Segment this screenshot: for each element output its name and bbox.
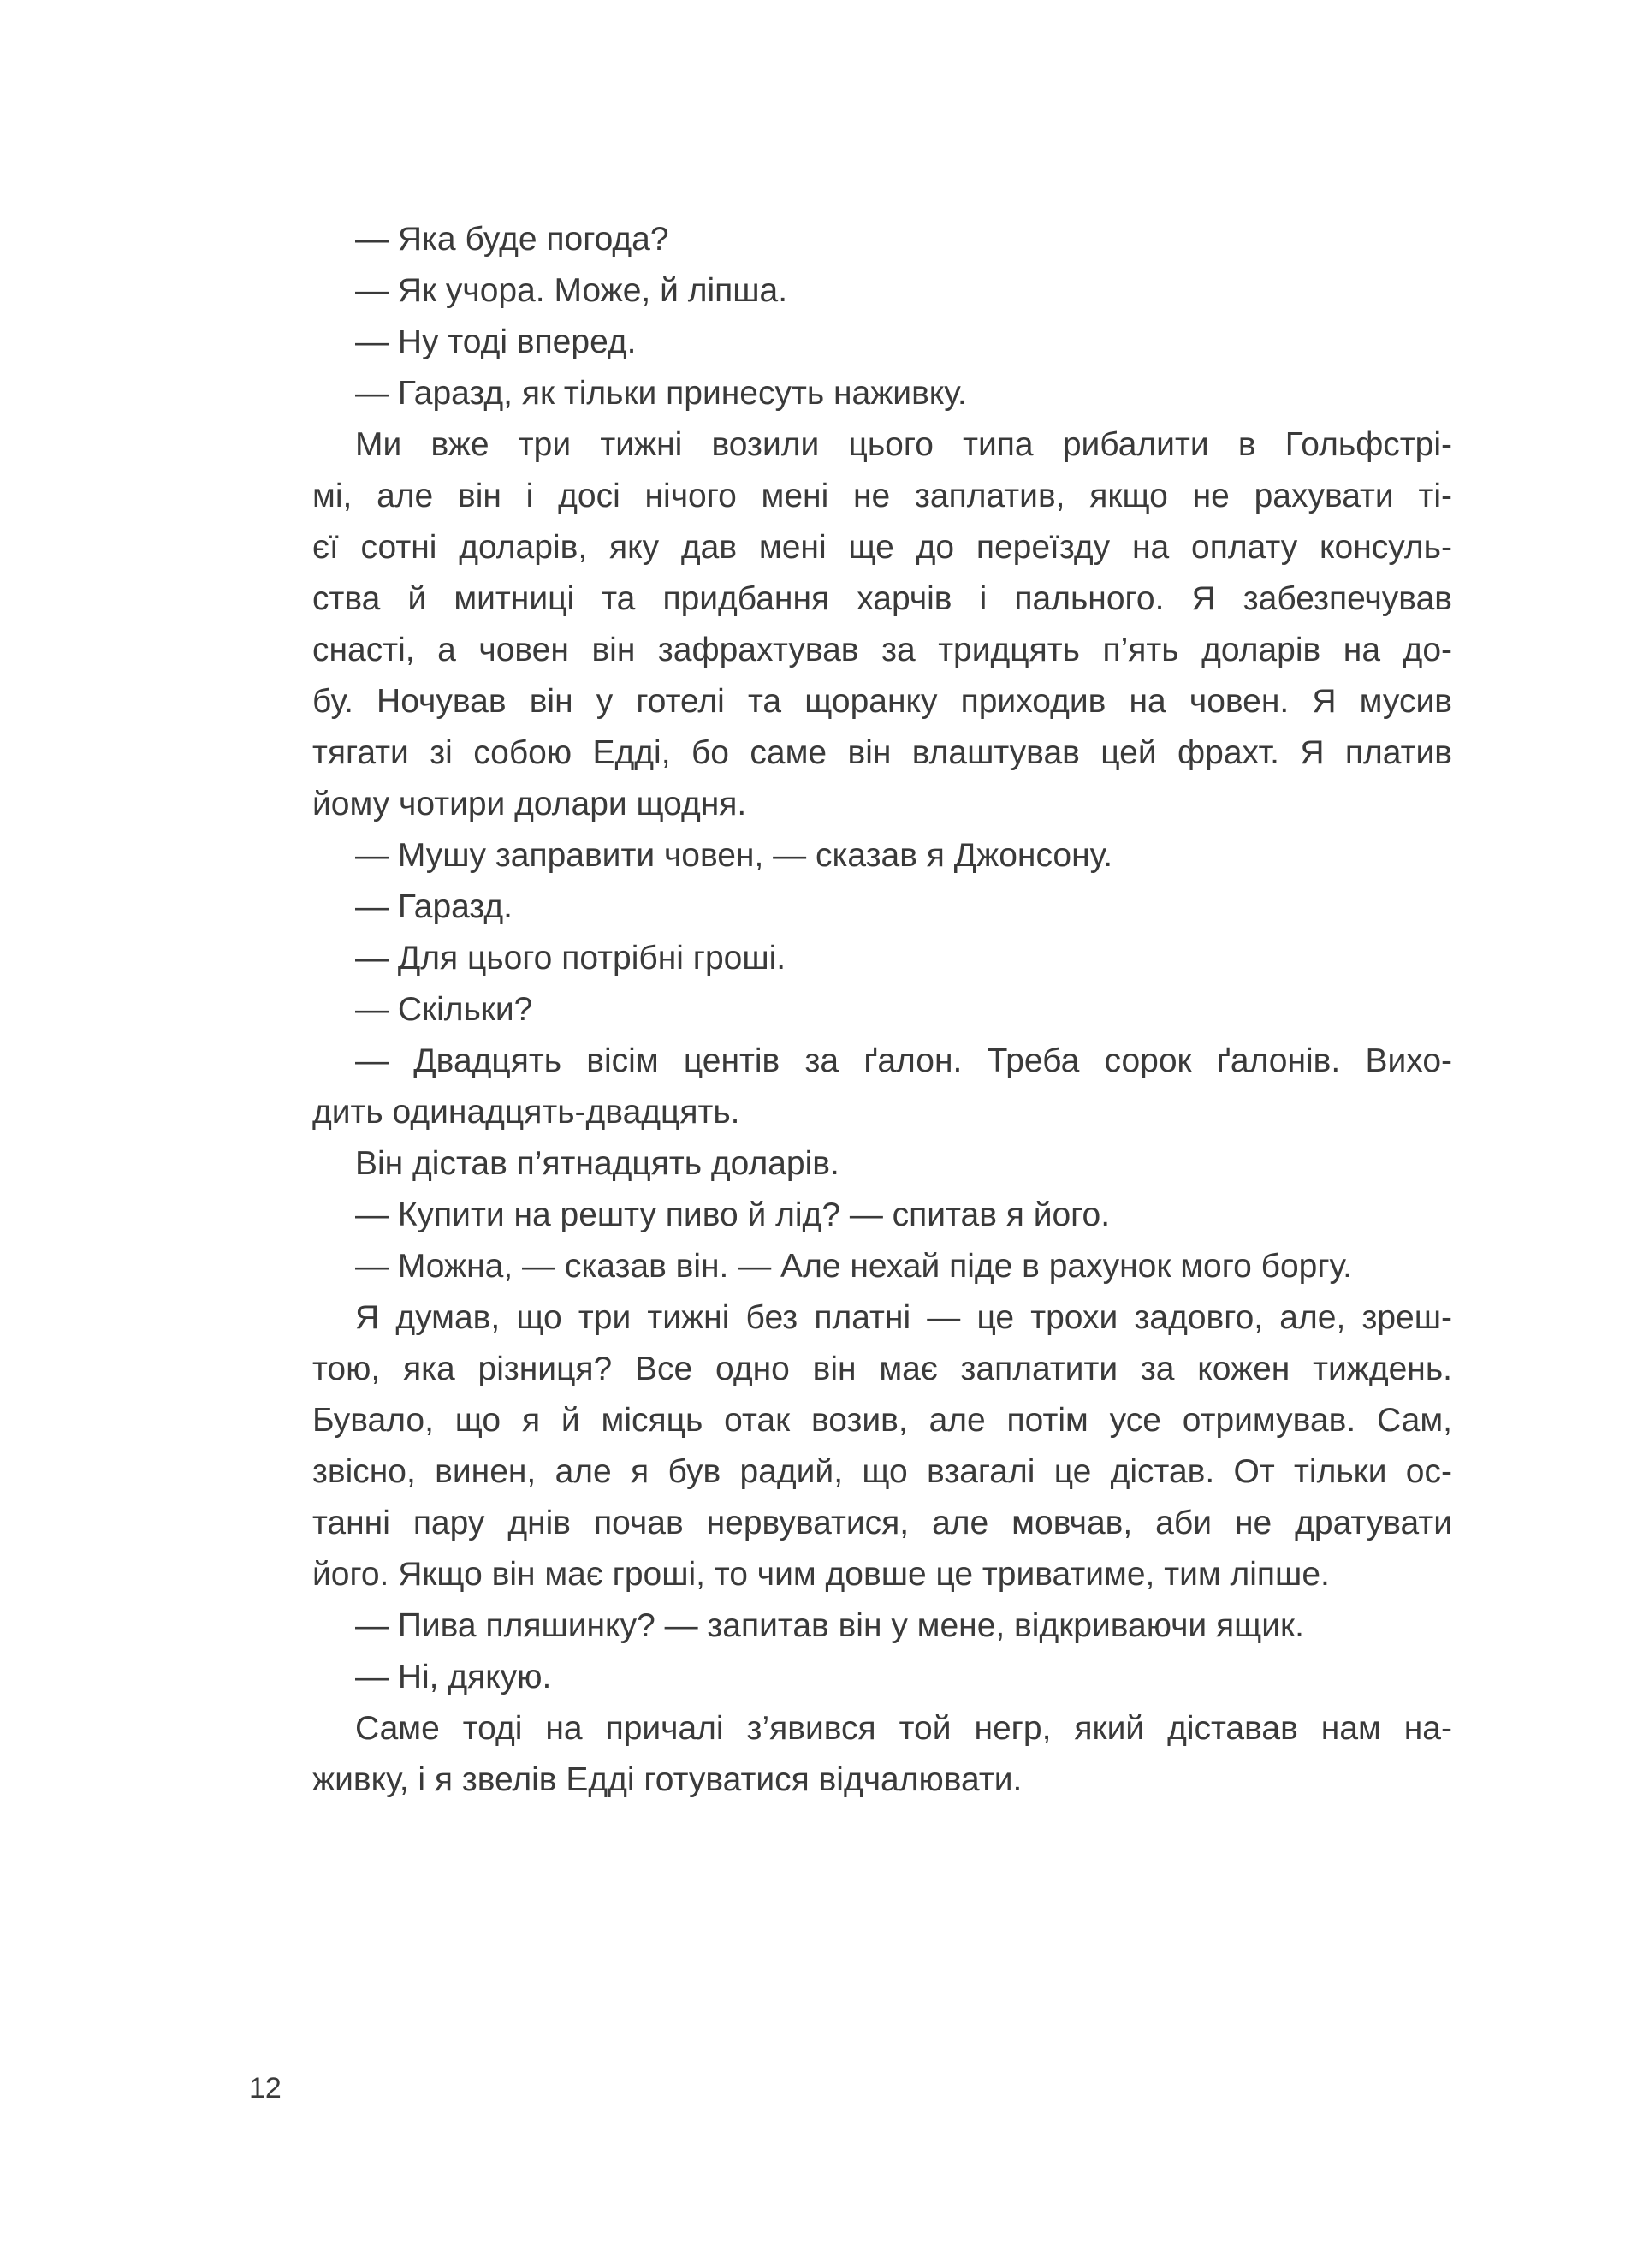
text-line: ства й митниці та придбання харчів і пального. Я забезпечував <box>312 580 1452 617</box>
text-line: живку, і я звелів Едді готуватися відчалювати. <box>312 1761 1023 1798</box>
text-line: — Двадцять вісім центів за ґалон. Треба сорок ґалонів. Вихо- <box>355 1042 1452 1079</box>
text-line: Бувало, що я й місяць отак возив, але потім усе отримував. Сам, <box>312 1402 1452 1439</box>
text-line: тягати зі собою Едді, бо саме він влаштував цей фрахт. Я платив <box>312 734 1452 771</box>
page-number: 12 <box>249 2072 282 2105</box>
text-line: — Для цього потрібні гроші. <box>355 940 786 977</box>
text-line: тою, яка різниця? Все одно він має заплатити за кожен тиждень. <box>312 1351 1452 1387</box>
text-line: — Пива пляшинку? — запитав він у мене, відкриваючи ящик. <box>355 1607 1304 1644</box>
text-line: — Гаразд, як тільки принесуть наживку. <box>355 375 967 412</box>
text-line: Він дістав п’ятнадцять доларів. <box>355 1145 839 1182</box>
text-line: — Гаразд. <box>355 888 513 925</box>
text-line: Я думав, що три тижні без платні — це трохи задовго, але, зреш- <box>355 1299 1452 1336</box>
text-line: Ми вже три тижні возили цього типа рибалити в Гольфстрі- <box>355 426 1452 463</box>
text-line: мі, але він і досі нічого мені не заплатив, якщо не рахувати ті- <box>312 478 1452 514</box>
body-text <box>312 214 1452 1806</box>
text-line: Саме тоді на причалі з’явився той негр, який діставав нам на- <box>355 1710 1452 1747</box>
text-line: танні пару днів почав нервуватися, але мовчав, аби не дратувати <box>312 1505 1452 1541</box>
text-line: його. Якщо він має гроші, то чим довше це триватиме, тим ліпше. <box>312 1556 1330 1593</box>
text-line: йому чотири долари щодня. <box>312 786 747 822</box>
text-line: — Ні, дякую. <box>355 1659 552 1695</box>
text-line: єї сотні доларів, яку дав мені ще до переїзду на оплату консуль- <box>312 529 1452 566</box>
text-line: снасті, а човен він зафрахтував за тридцять п’ять доларів на до- <box>312 632 1452 668</box>
text-line: — Скільки? <box>355 991 533 1028</box>
text-line: — Мушу заправити човен, — сказав я Джонсону. <box>355 837 1113 874</box>
text-line: звісно, винен, але я був радий, що взагалі це дістав. От тільки ос- <box>312 1453 1452 1490</box>
text-line: — Яка буде погода? <box>355 221 669 258</box>
text-line: — Можна, — сказав він. — Але нехай піде в рахунок мого боргу. <box>355 1248 1352 1285</box>
text-line: бу. Ночував він у готелі та щоранку приходив на човен. Я мусив <box>312 683 1452 720</box>
text-line: — Ну тоді вперед. <box>355 324 637 360</box>
text-line: дить одинадцять-двадцять. <box>312 1094 740 1131</box>
text-line: — Як учора. Може, й ліпша. <box>355 272 788 309</box>
text-line: — Купити на решту пиво й лід? — спитав я його. <box>355 1196 1111 1233</box>
